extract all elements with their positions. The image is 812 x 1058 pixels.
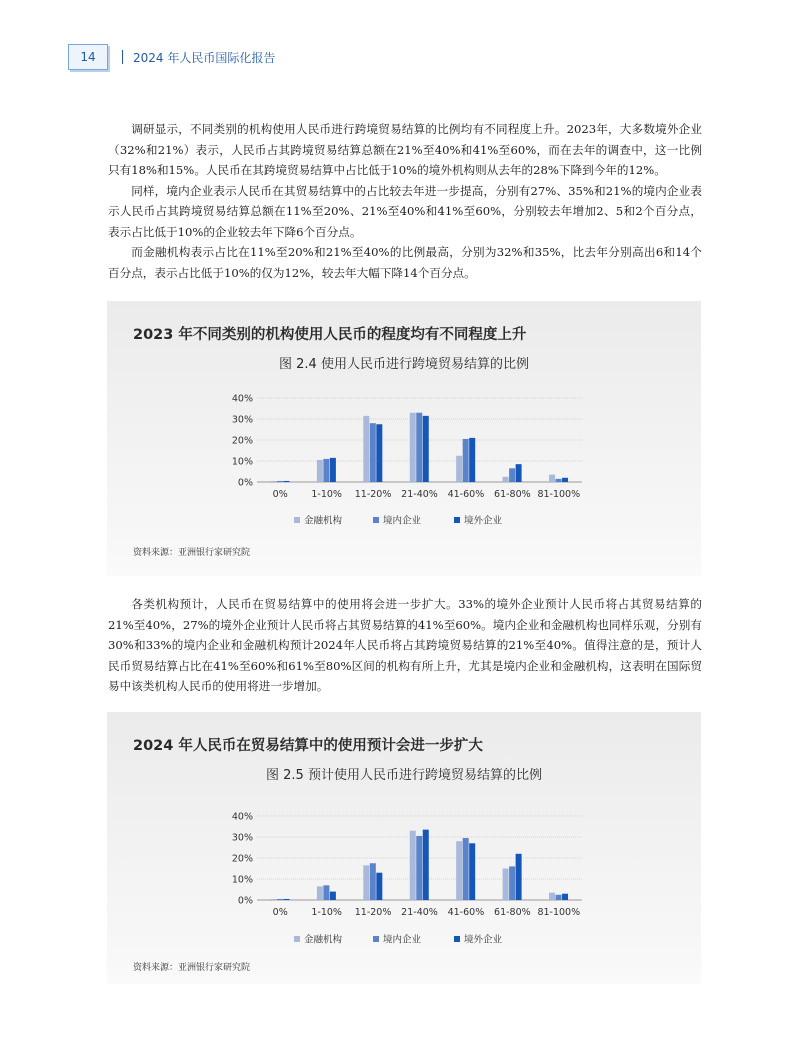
- x-tick-label: 11-20%: [354, 907, 392, 918]
- page-number: 14: [68, 44, 108, 70]
- x-tick-label: 81-100%: [537, 489, 581, 500]
- page-header: [68, 42, 768, 72]
- x-tick-label: 21-40%: [401, 489, 438, 500]
- y-tick-label: 10%: [231, 874, 253, 886]
- x-tick-label: 21-40%: [401, 907, 438, 918]
- y-tick-label: 20%: [231, 435, 253, 447]
- legend-label: 境外企业: [464, 515, 503, 527]
- bar-3: [283, 481, 289, 482]
- x-tick-label: 0%: [272, 489, 288, 500]
- bar-3: [469, 843, 475, 900]
- bar-1: [363, 416, 369, 482]
- y-tick-label: 10%: [231, 456, 253, 468]
- bar-2: [416, 413, 422, 482]
- chart-panel-1: [107, 301, 701, 576]
- y-tick-label: 0%: [237, 895, 253, 907]
- report-title: 2024 年人民币国际化报告: [133, 50, 276, 65]
- bar-3: [330, 458, 336, 482]
- bar-2: [463, 439, 469, 482]
- bar-3: [283, 899, 289, 900]
- bar-1: [317, 460, 323, 482]
- bar-1: [549, 893, 555, 900]
- legend-label: 金融机构: [304, 934, 343, 946]
- legend-label: 境外企业: [464, 934, 503, 946]
- bar-3: [376, 873, 382, 900]
- bar-1: [456, 841, 462, 900]
- x-tick-label: 11-20%: [354, 489, 392, 500]
- bar-1: [317, 886, 323, 900]
- y-tick-label: 40%: [231, 811, 253, 823]
- bar-2: [370, 863, 376, 900]
- panel-title: 2024 年人民币在贸易结算中的使用预计会进一步扩大: [133, 738, 483, 754]
- bar-1: [503, 477, 509, 482]
- paragraph: 各类机构预计，人民币在贸易结算中的使用将会进一步扩大。33%的境外企业预计人民币将占其贸易结算的21%至40%，27%的境外企业预计人民币将占其贸易结算的41%至60%。境内企业和金融机构也同样乐观，分别有30%和33%的境内企业和金融机构预计2024年人民币将占其跨境贸易结算的21%至40%。值得注意的是，预计人民币贸易结算占比在41%至60%和61%至80%区间的机构有所上升，尤其是境内企业和金融机构，这表明在国际贸易中该类机构人民币的使用将进一步增加。: [108, 597, 702, 693]
- intro-text: [108, 119, 702, 283]
- bar-1: [270, 899, 276, 900]
- bar-1: [363, 865, 369, 900]
- paragraph: 同样，境内企业表示人民币在其贸易结算中的占比较去年进一步提高，分别有27%、35%和21%的境内企业表示人民币占其跨境贸易结算总额在11%至20%、21%至40%和41%至60%，分别较去年增加2、5和2个百分点，表示占比低于10%的企业较去年下降6个百分点。: [108, 183, 702, 239]
- bar-chart: [107, 301, 701, 576]
- y-tick-label: 40%: [231, 393, 253, 405]
- x-tick-label: 1-10%: [311, 907, 342, 918]
- figure-title: 图 2.5 预计使用人民币进行跨境贸易结算的比例: [266, 768, 542, 783]
- bar-1: [410, 831, 416, 900]
- y-tick-label: 30%: [231, 832, 253, 844]
- y-tick-label: 30%: [231, 414, 253, 426]
- legend-swatch: [373, 936, 379, 942]
- bar-1: [503, 869, 509, 901]
- bar-3: [516, 854, 522, 900]
- bar-2: [556, 479, 562, 482]
- x-tick-label: 0%: [272, 907, 288, 918]
- bar-2: [509, 468, 515, 482]
- source-note: 资料来源：亚洲银行家研究院: [133, 963, 251, 973]
- bar-3: [423, 416, 429, 482]
- bar-3: [562, 478, 568, 482]
- bar-3: [469, 438, 475, 482]
- legend-label: 境内企业: [383, 515, 422, 527]
- legend-swatch: [294, 517, 300, 523]
- bar-2: [323, 885, 329, 900]
- chart-panel-2: [107, 712, 701, 984]
- forecast-text: [108, 594, 702, 697]
- bar-1: [456, 456, 462, 482]
- y-tick-label: 20%: [231, 853, 253, 865]
- panel-title: 2023 年不同类别的机构使用人民币的程度均有不同程度上升: [133, 327, 527, 343]
- bar-3: [423, 830, 429, 900]
- bar-1: [549, 475, 555, 482]
- bar-2: [463, 838, 469, 900]
- x-tick-label: 61-80%: [494, 907, 531, 918]
- bar-2: [323, 459, 329, 482]
- x-tick-label: 61-80%: [494, 489, 531, 500]
- legend-swatch: [294, 936, 300, 942]
- bar-2: [370, 423, 376, 482]
- x-tick-label: 81-100%: [537, 907, 581, 918]
- bar-chart: [107, 712, 701, 984]
- bar-1: [270, 481, 276, 482]
- x-tick-label: 41-60%: [447, 489, 485, 500]
- x-tick-label: 41-60%: [447, 907, 485, 918]
- bar-2: [556, 895, 562, 900]
- bar-2: [277, 481, 283, 482]
- legend-swatch: [454, 936, 460, 942]
- bar-3: [376, 424, 382, 482]
- y-tick-label: 0%: [237, 477, 253, 489]
- legend-swatch: [454, 517, 460, 523]
- bar-3: [330, 892, 336, 900]
- legend-label: 境内企业: [383, 934, 422, 946]
- bar-2: [509, 866, 515, 900]
- bar-2: [416, 836, 422, 900]
- figure-title: 图 2.4 使用人民币进行跨境贸易结算的比例: [279, 357, 529, 372]
- x-tick-label: 1-10%: [311, 489, 342, 500]
- bar-2: [277, 899, 283, 900]
- bar-3: [516, 464, 522, 482]
- header-divider: [122, 50, 123, 64]
- bar-3: [562, 894, 568, 900]
- paragraph: 而金融机构表示占比在11%至20%和21%至40%的比例最高，分别为32%和35%，比去年分别高出6和14个百分点，表示占比低于10%的仅为12%，较去年大幅下降14个百分点。: [108, 245, 702, 280]
- legend-swatch: [373, 517, 379, 523]
- legend-label: 金融机构: [304, 515, 343, 527]
- paragraph: 调研显示，不同类别的机构使用人民币进行跨境贸易结算的比例均有不同程度上升。2023年，大多数境外企业（32%和21%）表示，人民币占其跨境贸易结算总额在21%至40%和41%至60%，而在去年的调查中，这一比例只有18%和15%。人民币在其跨境贸易结算中占比低于10%的境外机构则从去年的28%下降到今年的12%。: [108, 122, 702, 177]
- bar-1: [410, 413, 416, 482]
- source-note: 资料来源：亚洲银行家研究院: [133, 548, 251, 558]
